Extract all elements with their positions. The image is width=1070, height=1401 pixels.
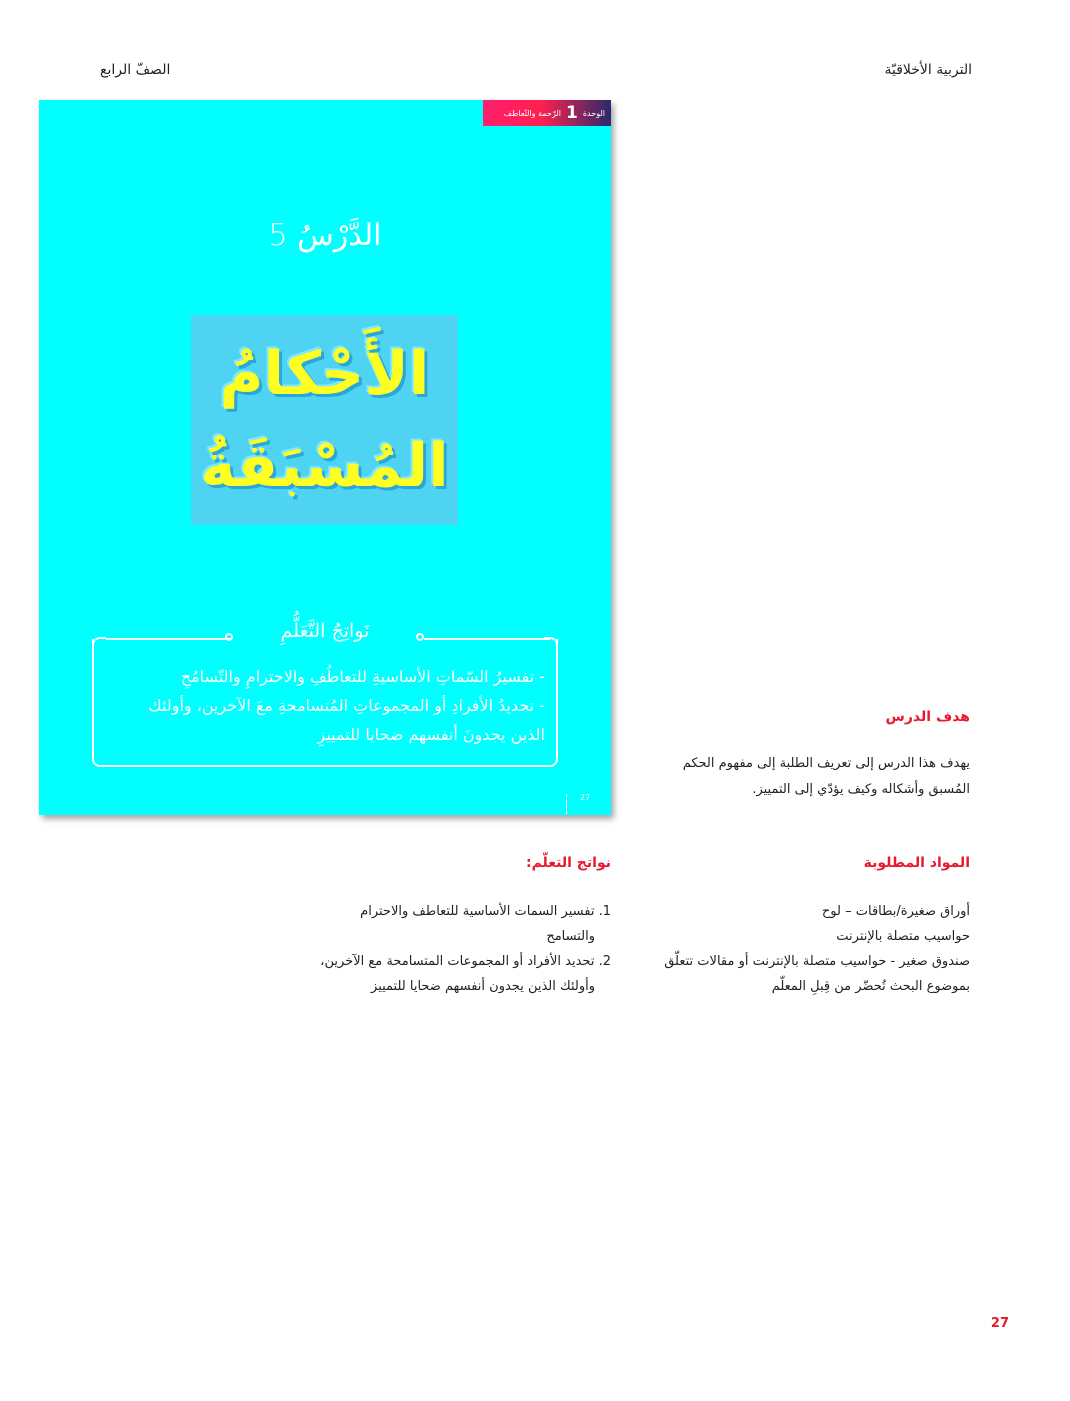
materials-line: حواسيب متصلة بالإنترنت	[836, 929, 970, 944]
materials-line: صندوق صغير - حواسيب متصلة بالإنترنت أو مقالات تتعلّق	[664, 954, 970, 969]
goal-text	[670, 751, 970, 803]
header-subject: التربية الأخلاقيّة	[884, 62, 972, 78]
cover-outcome-line: الذين يجدونَ أنفسهم ضحايا للتمييزِ	[317, 725, 545, 744]
unit-number: 1	[566, 103, 578, 123]
goal-line: المُسبق وأشكاله وكيف يؤدّي إلى التمييز.	[752, 782, 970, 797]
cover-outcomes-list	[105, 662, 545, 749]
materials-list	[630, 899, 970, 999]
outcome-item-1-cont: والتسامح	[546, 929, 595, 944]
page-number: 27	[990, 1316, 1009, 1331]
cover-outcome-line: - تفسيرُ السّماتِ الأساسيةِ للتعاطُفِ والاحترامِ والتّسامُحِ	[180, 667, 545, 686]
cover-outcomes-title: نَواتِجُ التَّعَلُّمِ	[280, 620, 370, 642]
outcome-item-2-cont: وأولئك الذين يجدون أنفسهم ضحايا للتمييز	[371, 979, 595, 994]
unit-name: الرّحمة والتّعاطف	[503, 108, 562, 118]
lesson-cover-image	[39, 100, 611, 815]
cover-outcome-line: - تحديدُ الأفرادِ أو المجموعاتِ المُتسامحةِ معَ الآخرين، وأولئك	[148, 696, 545, 715]
cover-page-number: 27	[580, 793, 591, 802]
cover-page-divider	[566, 794, 567, 814]
materials-line: أوراق صغيرة/بطاقات – لوح	[821, 904, 970, 919]
header-grade: الصفّ الرابع	[100, 62, 171, 78]
materials-line: بموضوع البحث تُحضّر من قِبلِ المعلّم	[771, 979, 970, 994]
goal-heading: هدف الدرس	[885, 709, 970, 725]
lesson-title-line1: الأَحْكامُ	[219, 339, 430, 409]
outcome-item-1: 1. تفسير السمات الأساسية للتعاطف والاحترام	[360, 904, 611, 919]
lesson-label: الدَّرْسُ 5	[268, 218, 382, 253]
outcomes-list	[291, 899, 611, 999]
lesson-title-box	[191, 315, 458, 525]
unit-tab	[483, 100, 611, 126]
outcome-item-2: 2. تحديد الأفراد أو المجموعات المتسامحة مع الآخرين،	[320, 954, 611, 969]
goal-line: يهدف هذا الدرس إلى تعريف الطلبة إلى مفهوم الحكم	[682, 756, 970, 771]
lesson-title-line2: المُسْبَقَةُ	[200, 431, 449, 501]
outcomes-heading: نواتج التعلّم:	[525, 855, 611, 871]
unit-label: الوحدة	[582, 108, 605, 118]
materials-heading: المواد المطلوبة	[863, 855, 970, 871]
